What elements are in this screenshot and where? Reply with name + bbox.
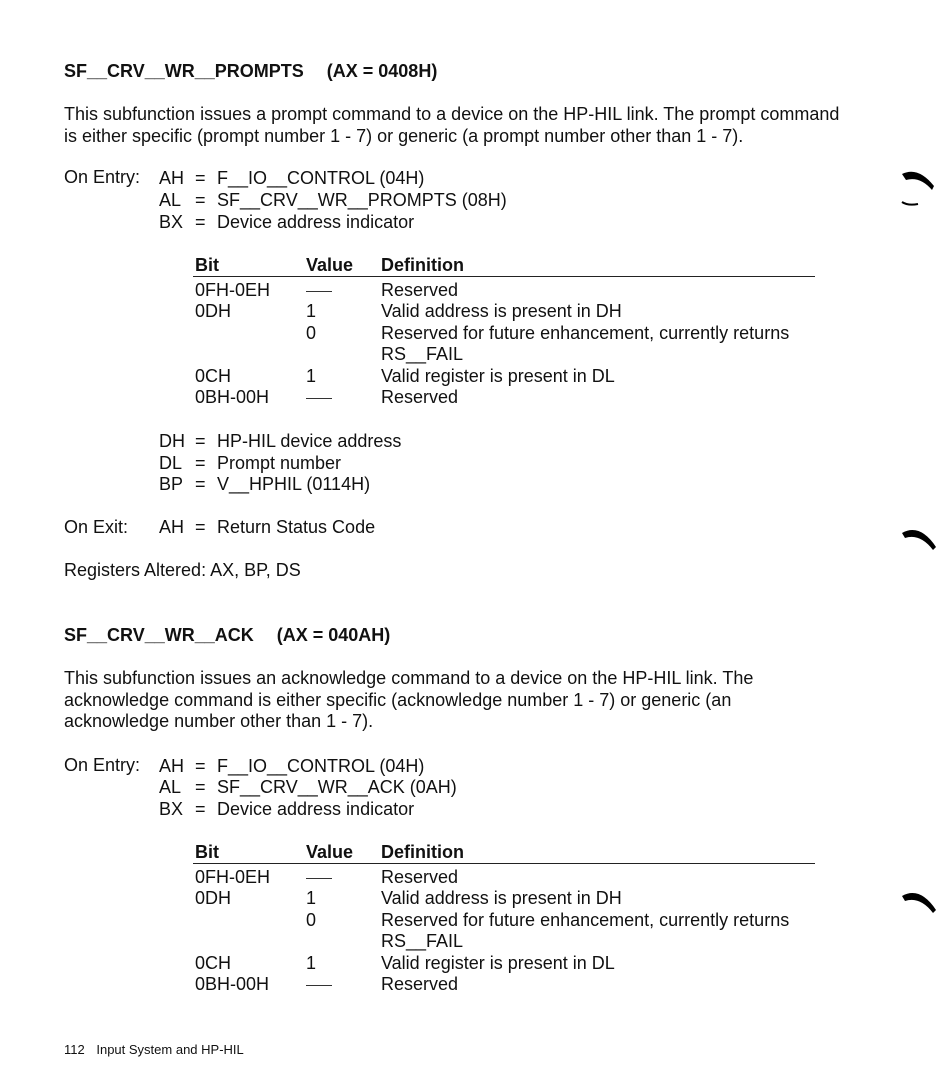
equals-sign: =: [195, 474, 206, 494]
section2-ax: (AX = 040AH): [276, 625, 391, 645]
section2-desc-line: acknowledge command is either specific (acknowledge number 1 - 7) or generic (an: [64, 689, 732, 710]
register-name: AH: [159, 517, 185, 537]
equals-sign: =: [195, 168, 206, 188]
bit-cell: 0BH-00H: [195, 974, 270, 994]
register-name: BX: [159, 212, 184, 232]
equals-sign: =: [195, 453, 206, 473]
equals-sign: =: [195, 777, 206, 797]
value-cell: [306, 866, 332, 888]
equals-sign: =: [195, 799, 206, 819]
column-header-definition: Definition: [381, 255, 464, 275]
on-exit-label: On Exit:: [64, 517, 129, 537]
dash-mark: [306, 985, 332, 986]
value-cell: [306, 973, 332, 995]
register-value: F__IO__CONTROL (04H): [217, 756, 425, 776]
section2-on-entry-label: On Entry:: [64, 755, 141, 775]
definition-cell: Valid address is present in DH: [381, 301, 622, 321]
column-header-definition: Definition: [381, 842, 464, 862]
equals-sign: =: [195, 212, 206, 232]
section1-heading: [64, 61, 437, 82]
value-cell: [306, 279, 332, 301]
register-name: AH: [159, 168, 185, 188]
bit-cell: 0CH: [195, 366, 232, 386]
definition-cell: Valid address is present in DH: [381, 888, 622, 908]
register-name: BX: [159, 799, 184, 819]
equals-sign: =: [195, 756, 206, 776]
definition-cell: Reserved: [381, 867, 459, 887]
register-value: V__HPHIL (0114H): [217, 474, 371, 494]
register-value: SF__CRV__WR__PROMPTS (08H): [217, 190, 507, 210]
bit-cell: 0FH-0EH: [195, 280, 271, 300]
equals-sign: =: [195, 431, 206, 451]
register-value: Device address indicator: [217, 799, 415, 819]
register-name: AL: [159, 777, 182, 797]
table-header-rule: [193, 276, 815, 277]
section2-desc-line: acknowledge number other than 1 - 7).: [64, 711, 374, 731]
dash-mark: [306, 398, 332, 399]
equals-sign: =: [195, 517, 206, 537]
register-name: AH: [159, 756, 185, 776]
column-header-value: Value: [306, 842, 354, 862]
register-value: Return Status Code: [217, 517, 376, 537]
register-name: DH: [159, 431, 185, 451]
section1-on-entry-label: On Entry:: [64, 167, 141, 187]
value-cell: 1: [306, 953, 317, 973]
scan-mark-icon: [900, 523, 940, 553]
registers-altered: Registers Altered: AX, BP, DS: [64, 560, 301, 580]
definition-cell: Valid register is present in DL: [381, 953, 615, 973]
section1-ax: (AX = 0408H): [326, 61, 438, 81]
section2-heading: [64, 625, 390, 646]
bit-cell: 0FH-0EH: [195, 867, 271, 887]
page-number: 112: [64, 1042, 85, 1057]
definition-cell: Reserved for future enhancement, currently returns: [381, 323, 790, 343]
scan-mark-icon: [900, 886, 940, 916]
register-value: Prompt number: [217, 453, 342, 473]
definition-cell: RS__FAIL: [381, 931, 464, 951]
column-header-value: Value: [306, 255, 354, 275]
value-cell: 1: [306, 301, 317, 321]
register-value: HP-HIL device address: [217, 431, 402, 451]
value-cell: 1: [306, 888, 317, 908]
definition-cell: Valid register is present in DL: [381, 366, 615, 386]
register-value: Device address indicator: [217, 212, 415, 232]
section2-description: [64, 668, 753, 733]
register-name: DL: [159, 453, 183, 473]
section2-desc-line: This subfunction issues an acknowledge command to a device on the HP-HIL link. The: [64, 668, 754, 688]
dash-mark: [306, 291, 332, 292]
table-header-rule: [193, 863, 815, 864]
definition-cell: Reserved: [381, 387, 459, 407]
value-cell: 0: [306, 323, 317, 343]
page-footer: [64, 1042, 244, 1057]
section1-desc-line: is either specific (prompt number 1 - 7) or generic (a prompt number other than 1 - 7).: [64, 125, 744, 146]
bit-cell: 0DH: [195, 888, 232, 908]
bit-cell: 0DH: [195, 301, 232, 321]
section1-description: [64, 104, 839, 147]
equals-sign: =: [195, 190, 206, 210]
section1-desc-line: This subfunction issues a prompt command to a device on the HP-HIL link. The prompt command: [64, 104, 840, 124]
section2-title: SF__CRV__WR__ACK: [64, 625, 254, 645]
value-cell: [306, 386, 332, 408]
footer-title: Input System and HP-HIL: [96, 1042, 244, 1057]
scan-mark-icon: [900, 166, 940, 210]
column-header-bit: Bit: [195, 255, 219, 275]
definition-cell: Reserved: [381, 974, 459, 994]
column-header-bit: Bit: [195, 842, 219, 862]
dash-mark: [306, 878, 332, 879]
register-name: AL: [159, 190, 182, 210]
value-cell: 1: [306, 366, 317, 386]
bit-cell: 0BH-00H: [195, 387, 270, 407]
definition-cell: Reserved: [381, 280, 459, 300]
value-cell: 0: [306, 910, 317, 930]
section1-title: SF__CRV__WR__PROMPTS: [64, 61, 304, 81]
definition-cell: RS__FAIL: [381, 344, 464, 364]
definition-cell: Reserved for future enhancement, currently returns: [381, 910, 790, 930]
register-name: BP: [159, 474, 184, 494]
register-value: SF__CRV__WR__ACK (0AH): [217, 777, 457, 797]
register-value: F__IO__CONTROL (04H): [217, 168, 425, 188]
bit-cell: 0CH: [195, 953, 232, 973]
